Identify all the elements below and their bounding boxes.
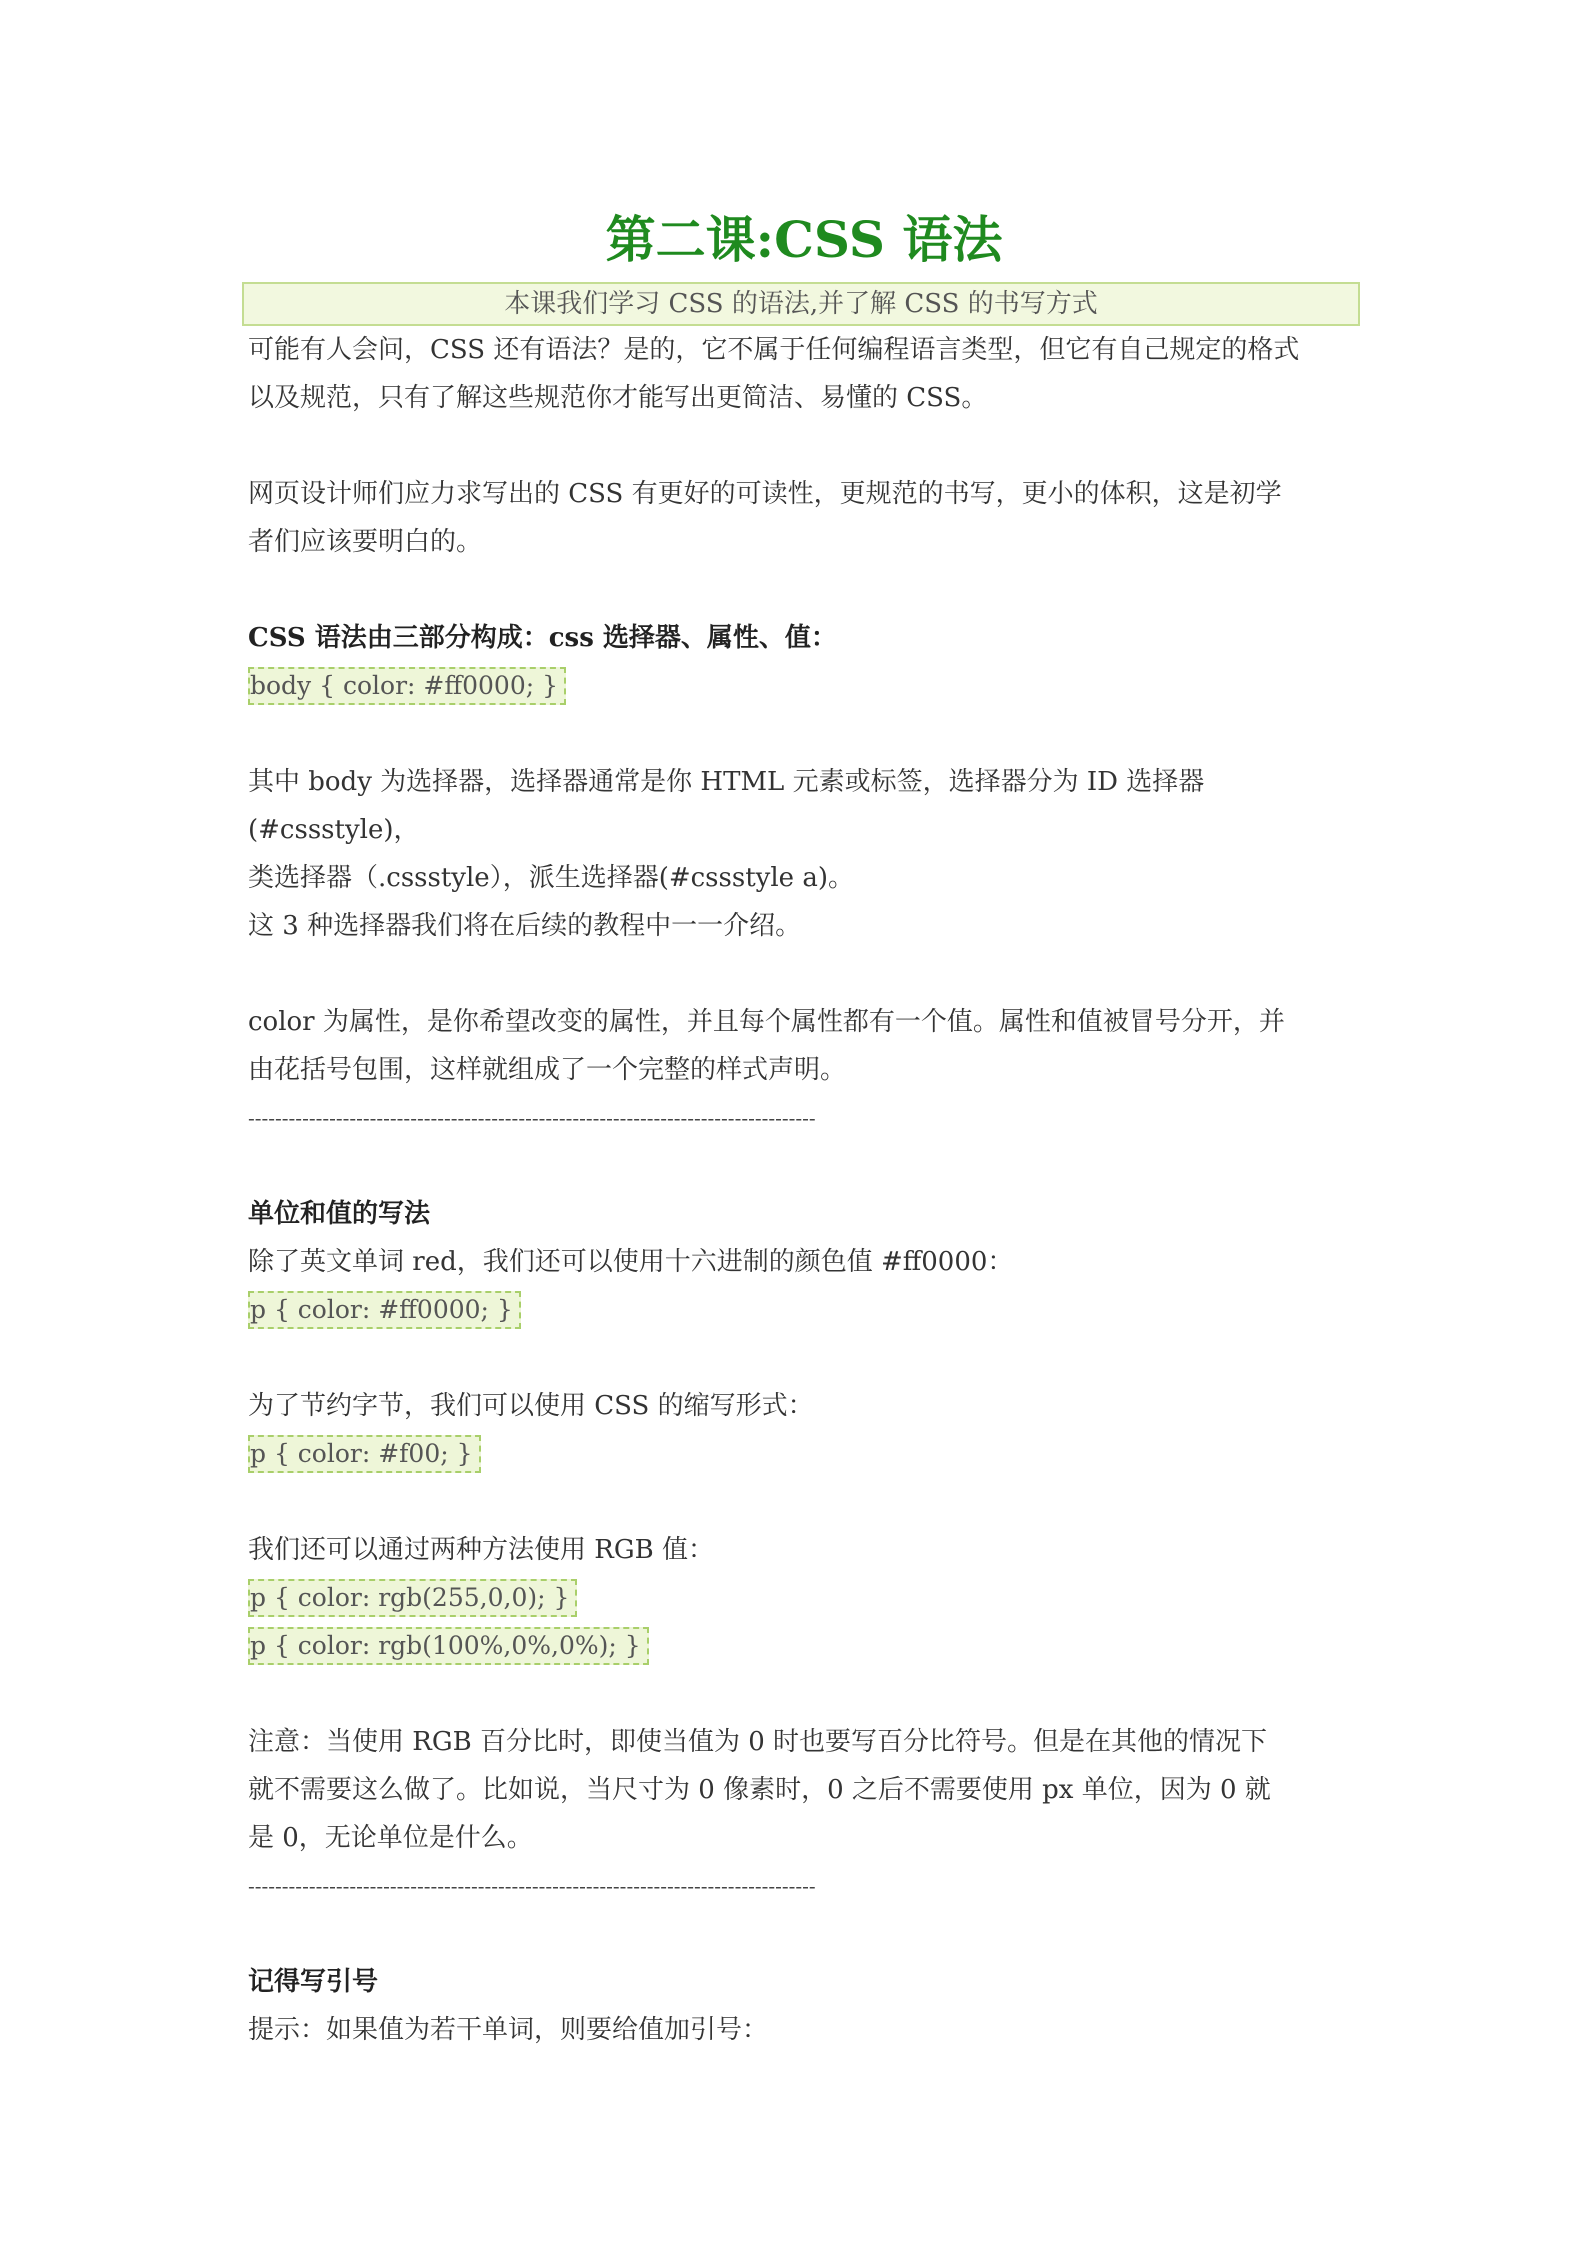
code-sample-hex: p { color: #ff0000; } (248, 1291, 521, 1329)
designers-paragraph-line-1: 网页设计师们应力求写出的 CSS 有更好的可读性，更规范的书写，更小的体积，这是初学 (248, 479, 1282, 509)
spacer (248, 1670, 1360, 1718)
code-line (248, 1622, 1360, 1670)
spacer (248, 950, 1360, 998)
rgb-text: 我们还可以通过两种方法使用 RGB 值： (248, 1535, 714, 1565)
spacer (248, 1478, 1360, 1526)
code-line (248, 1574, 1360, 1622)
lesson-summary-box: 本课我们学习 CSS 的语法,并了解 CSS 的书写方式 (242, 282, 1360, 326)
page-title: 第二课:CSS 语法 (605, 210, 1003, 269)
section-divider: ------------------------------------------------------------------------------------ (248, 1106, 816, 1130)
quotes-heading: 记得写引号 (248, 1967, 379, 1997)
code-sample-rgb-values: p { color: rgb(255,0,0); } (248, 1579, 577, 1617)
selector-paragraph-line-2: 类选择器（.cssstyle），派生选择器(#cssstyle a)。 (248, 863, 854, 893)
property-paragraph-line-2: 由花括号包围，这样就组成了一个完整的样式声明。 (248, 1055, 847, 1085)
spacer (248, 1334, 1360, 1382)
intro-paragraph-line-1: 可能有人会问，CSS 还有语法？是的，它不属于任何编程语言类型，但它有自己规定的格式 (248, 335, 1300, 365)
syntax-heading: CSS 语法由三部分构成：css 选择器、属性、值： (248, 623, 837, 653)
spacer (248, 1142, 1360, 1190)
spacer (248, 566, 1360, 614)
hex-color-text: 除了英文单词 red，我们还可以使用十六进制的颜色值 #ff0000： (248, 1247, 1014, 1277)
property-paragraph-line-1: color 为属性，是你希望改变的属性，并且每个属性都有一个值。属性和值被冒号分开，并 (248, 1007, 1285, 1037)
spacer (248, 710, 1360, 758)
shorthand-text: 为了节约字节，我们可以使用 CSS 的缩写形式： (248, 1391, 814, 1421)
spacer (248, 422, 1360, 470)
units-heading: 单位和值的写法 (248, 1199, 431, 1229)
code-sample-shorthand: p { color: #f00; } (248, 1435, 481, 1473)
intro-paragraph-line-2: 以及规范，只有了解这些规范你才能写出更简洁、易懂的 CSS。 (248, 383, 988, 413)
code-sample-rgb-percent: p { color: rgb(100%,0%,0%); } (248, 1627, 649, 1665)
note-paragraph-line-2: 就不需要这么做了。比如说，当尺寸为 0 像素时，0 之后不需要使用 px 单位，因为 0 就 (248, 1775, 1271, 1805)
code-sample-body: body { color: #ff0000; } (248, 667, 566, 705)
code-line (248, 662, 1360, 710)
code-line (248, 1286, 1360, 1334)
selector-paragraph-line-3: 这 3 种选择器我们将在后续的教程中一一介绍。 (248, 911, 802, 941)
section-divider: ------------------------------------------------------------------------------------ (248, 1874, 816, 1898)
selector-paragraph-line-1: 其中 body 为选择器，选择器通常是你 HTML 元素或标签，选择器分为 ID 选择器(#cssstyle)， (248, 767, 1205, 845)
document-content (248, 200, 1360, 2054)
code-line (248, 1430, 1360, 1478)
designers-paragraph-line-2: 者们应该要明白的。 (248, 527, 483, 557)
quotes-tip: 提示：如果值为若干单词，则要给值加引号： (248, 2015, 769, 2045)
spacer (248, 1910, 1360, 1958)
note-paragraph-line-3: 是 0，无论单位是什么。 (248, 1823, 533, 1853)
note-paragraph-line-1: 注意：当使用 RGB 百分比时，即使当值为 0 时也要写百分比符号。但是在其他的情况下 (248, 1727, 1268, 1757)
